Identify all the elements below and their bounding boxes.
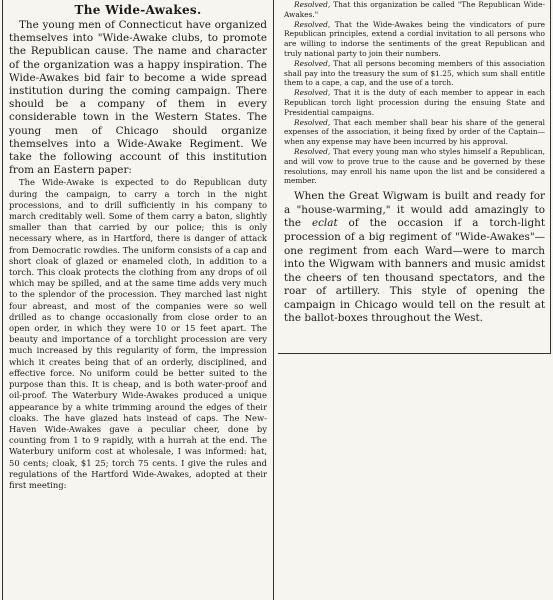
resolution-text: That the Wide-Awakes being the vindicators of pure Republican principles, extend a cordial invitation to all persons who are willing to indorse the sentiments of the great Republican and truly national party to join their numbers. — [284, 19, 545, 58]
resolution-lead: Resolved, — [294, 58, 331, 68]
resolution-item — [284, 0, 545, 20]
resolution-lead: Resolved, — [294, 88, 331, 98]
wigwam-text-before: When the Great Wigwam is built and ready for a "house-warming," it would add amazingly to the — [284, 190, 545, 230]
wigwam-text-after: of the occasion if a torch-light procession of a big regiment of "Wide-Awakes"—one regiment from each Ward—were to march into the Wigwam with banners and music amidst the cheers of ten thousand spectators, and the roar of artillery. This style of opening the campaign in Chicago would tell on the result at the ballot-boxes throughout the West. — [284, 217, 545, 325]
resolution-text: That it is the duty of each member to appear in each Republican torch light procession during the ensuing State and Presidential campaigns. — [284, 88, 545, 117]
resolution-lead: Resolved, — [294, 0, 331, 9]
resolution-item — [284, 118, 545, 147]
resolution-lead: Resolved, — [294, 117, 331, 127]
resolution-text: That each member shall bear his share of the general expenses of the association, it being fixed by order of the Captain—when any expense may have been incurred by his approval. — [284, 117, 545, 147]
right-column — [278, 0, 551, 354]
resolution-item — [284, 147, 545, 186]
resolution-text: That all persons becoming members of this association shall pay into the treasury the sum of $1.25, which sum shall entitle them to a cape, a cap, and the use of a torch. — [284, 58, 545, 88]
resolution-item — [284, 20, 545, 59]
account-paragraph: The Wide-Awake is expected to do Republican duty during the campaign, to carry a torch in the night processions, and to drill sufficiently in his company to march creditably well. Some of them carry a baton, slightly smaller than that carried by our police; this is only necessary where, as in Hartford, there is danger of attack from Democratic rowdies. The uniform consists of a cap and short cloak of glazed or enameled cloth, in addition to a torch. This cloak protects the clothing from any drops of oil which may be spilled, and at the same time adds very much to the splendor of the procession. They marched last night four abreast, and most of the companies were so well drilled as to change occasionally from close order to an open order, in which they were 10 or 15 feet apart. The beauty and importance of a torchlight procession are very much increased by this regularity of form, the impression which it creates being that of an orderly, disciplined, and effective force. No uniform could be better suited to the purpose than this. It is cheap, and is both water-proof and oil-proof. The Waterbury Wide-Awakes produced a unique appearance by a white trimming around the edges of their cloaks. The have glazed hats instead of caps. The New-Haven Wide-Awakes gave a peculiar cheer, done by counting from 1 to 9 rapidly, with a hurrah at the end. The Waterbury uniform cost at wholesale, I was informed: hat, 50 cents; cloak, $1 25; torch 75 cents. I give the rules and regulations of the Hartford Wide-Awakes, adopted at their first meeting: — [9, 177, 267, 490]
wigwam-text-italic: eclat — [311, 217, 338, 230]
resolution-lead: Resolved, — [294, 19, 331, 29]
wigwam-paragraph — [284, 190, 545, 326]
resolution-item — [284, 88, 545, 117]
resolutions-list — [284, 0, 545, 186]
intro-paragraph: The young men of Connecticut have organized themselves into "Wide-Awake clubs, to promote the Republican cause. The name and character of the organization was a happy inspiration. The Wide-Awakes bid fair to become a wide spread institution during the coming campaign. There should be a company of them in every considerable town in the Western States. The young men of Chicago should organize themselves into a Wide-Awake Regiment. We take the following account of this institution from an Eastern paper: — [9, 19, 267, 177]
resolution-text: That this organization be called "The Republican Wide-Awakes." — [284, 0, 545, 19]
resolution-lead: Resolved, — [294, 146, 331, 156]
article-title: The Wide-Awakes. — [74, 3, 202, 17]
resolution-item — [284, 59, 545, 88]
resolution-text: That every young man who styles himself a Republican, and will vow to prove true to the cause and be governed by these resolutions, may enroll his name upon the list and be considered a member. — [284, 146, 545, 186]
left-column — [2, 0, 274, 600]
